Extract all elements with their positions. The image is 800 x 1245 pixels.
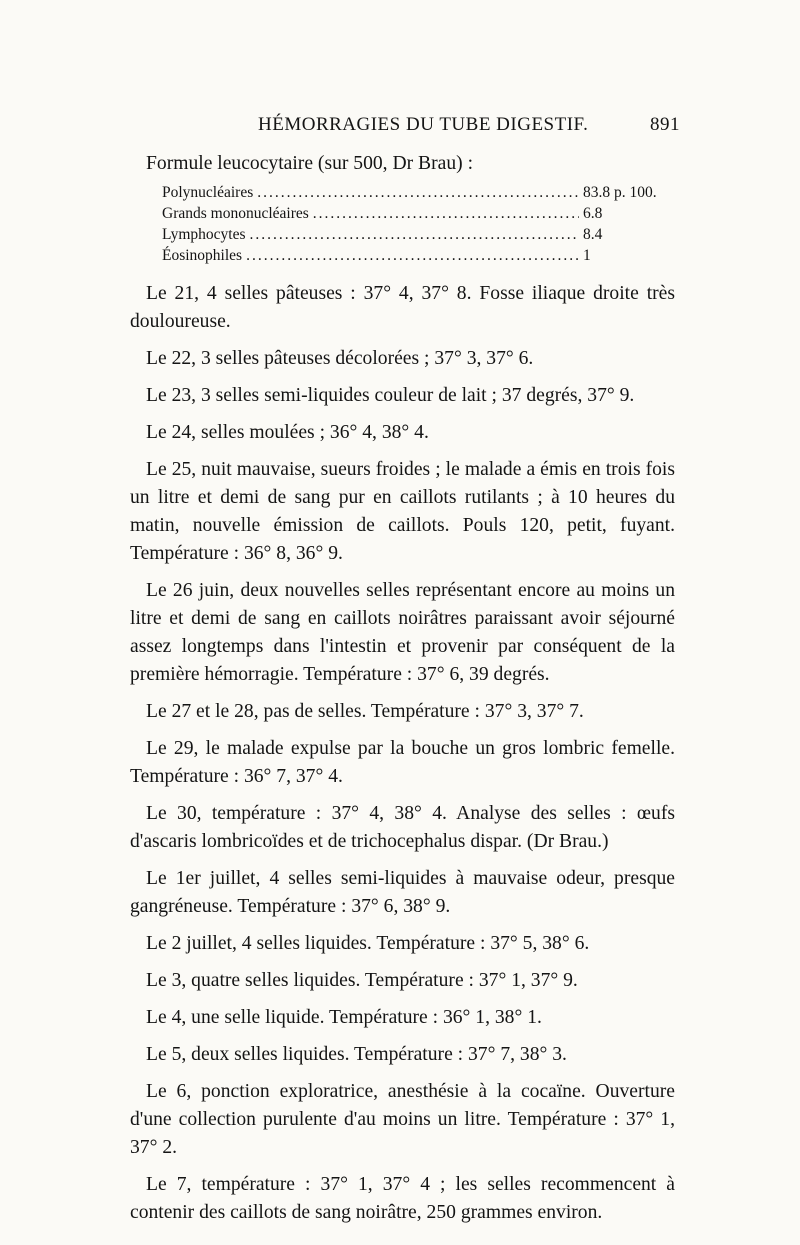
entry-25: Le 25, nuit mauvaise, sueurs froides ; le malade a émis en trois fois un litre et demi de sang pur en caillots rutilants ; à 10 heures du matin, nouvelle émission de caillots. Pouls 120, petit, fuyant. Température : 36° 8, 36° 9. [130,459,675,564]
entry-27-28: Le 27 et le 28, pas de selles. Température : 37° 3, 37° 7. [146,701,584,722]
dot-leader [246,245,579,266]
body-text [130,150,675,1236]
entry-2-juillet: Le 2 juillet, 4 selles liquides. Température : 37° 5, 38° 6. [146,933,590,954]
table-row [162,224,675,245]
table-row [162,245,675,266]
table-row [162,203,675,224]
entry-22: Le 22, 3 selles pâteuses décolorées ; 37° 3, 37° 6. [146,348,534,369]
leucocyte-table [162,182,675,266]
entry-3: Le 3, quatre selles liquides. Température : 37° 1, 37° 9. [146,970,578,991]
entry-5: Le 5, deux selles liquides. Température : 37° 7, 38° 3. [146,1044,567,1065]
dot-leader [313,203,579,224]
page-number: 891 [650,114,680,135]
row-label: Lymphocytes [162,226,246,243]
dot-leader [250,224,579,245]
row-label: Polynucléaires [162,184,254,201]
row-value: 6.8 [583,205,603,222]
running-head [120,114,680,142]
entry-6: Le 6, ponction exploratrice, anesthésie à la cocaïne. Ouverture d'une collection purulente d'au moins un litre. Température : 37° 1, 37° 2. [130,1081,675,1158]
entry-23: Le 23, 3 selles semi-liquides couleur de lait ; 37 degrés, 37° 9. [146,385,635,406]
entry-1-juillet: Le 1er juillet, 4 selles semi-liquides à mauvaise odeur, presque gangréneuse. Température : 37° 6, 38° 9. [130,868,675,917]
entry-29: Le 29, le malade expulse par la bouche un gros lombric femelle. Température : 36° 7, 37° 4. [130,738,675,787]
entry-26: Le 26 juin, deux nouvelles selles représentant encore au moins un litre et demi de sang en caillots noirâtres paraissant avoir séjourné assez longtemps dans l'intestin et provenir par conséquent de la première hémorragie. Température : 37° 6, 39 degrés. [130,580,675,685]
entry-7: Le 7, température : 37° 1, 37° 4 ; les selles recommencent à contenir des caillots de sang noirâtre, 250 grammes environ. [130,1174,675,1223]
row-label: Éosinophiles [162,247,243,264]
row-value: 8.4 [583,226,603,243]
row-value: 1 [583,247,591,264]
entry-4: Le 4, une selle liquide. Température : 36° 1, 38° 1. [146,1007,542,1028]
table-row [162,182,675,203]
running-title: HÉMORRAGIES DU TUBE DIGESTIF. [258,114,589,135]
entry-24: Le 24, selles moulées ; 36° 4, 38° 4. [146,422,429,443]
row-value: 83.8 p. 100. [583,184,657,201]
formula-heading: Formule leucocytaire (sur 500, Dr Brau) : [146,153,474,174]
dot-leader [257,182,579,203]
entry-21: Le 21, 4 selles pâteuses : 37° 4, 37° 8. Fosse iliaque droite très douloureuse. [130,283,675,332]
entry-30: Le 30, température : 37° 4, 38° 4. Analyse des selles : œufs d'ascaris lombricoïdes et de trichocephalus dispar. (Dr Brau.) [130,803,675,852]
row-label: Grands mononucléaires [162,205,309,222]
